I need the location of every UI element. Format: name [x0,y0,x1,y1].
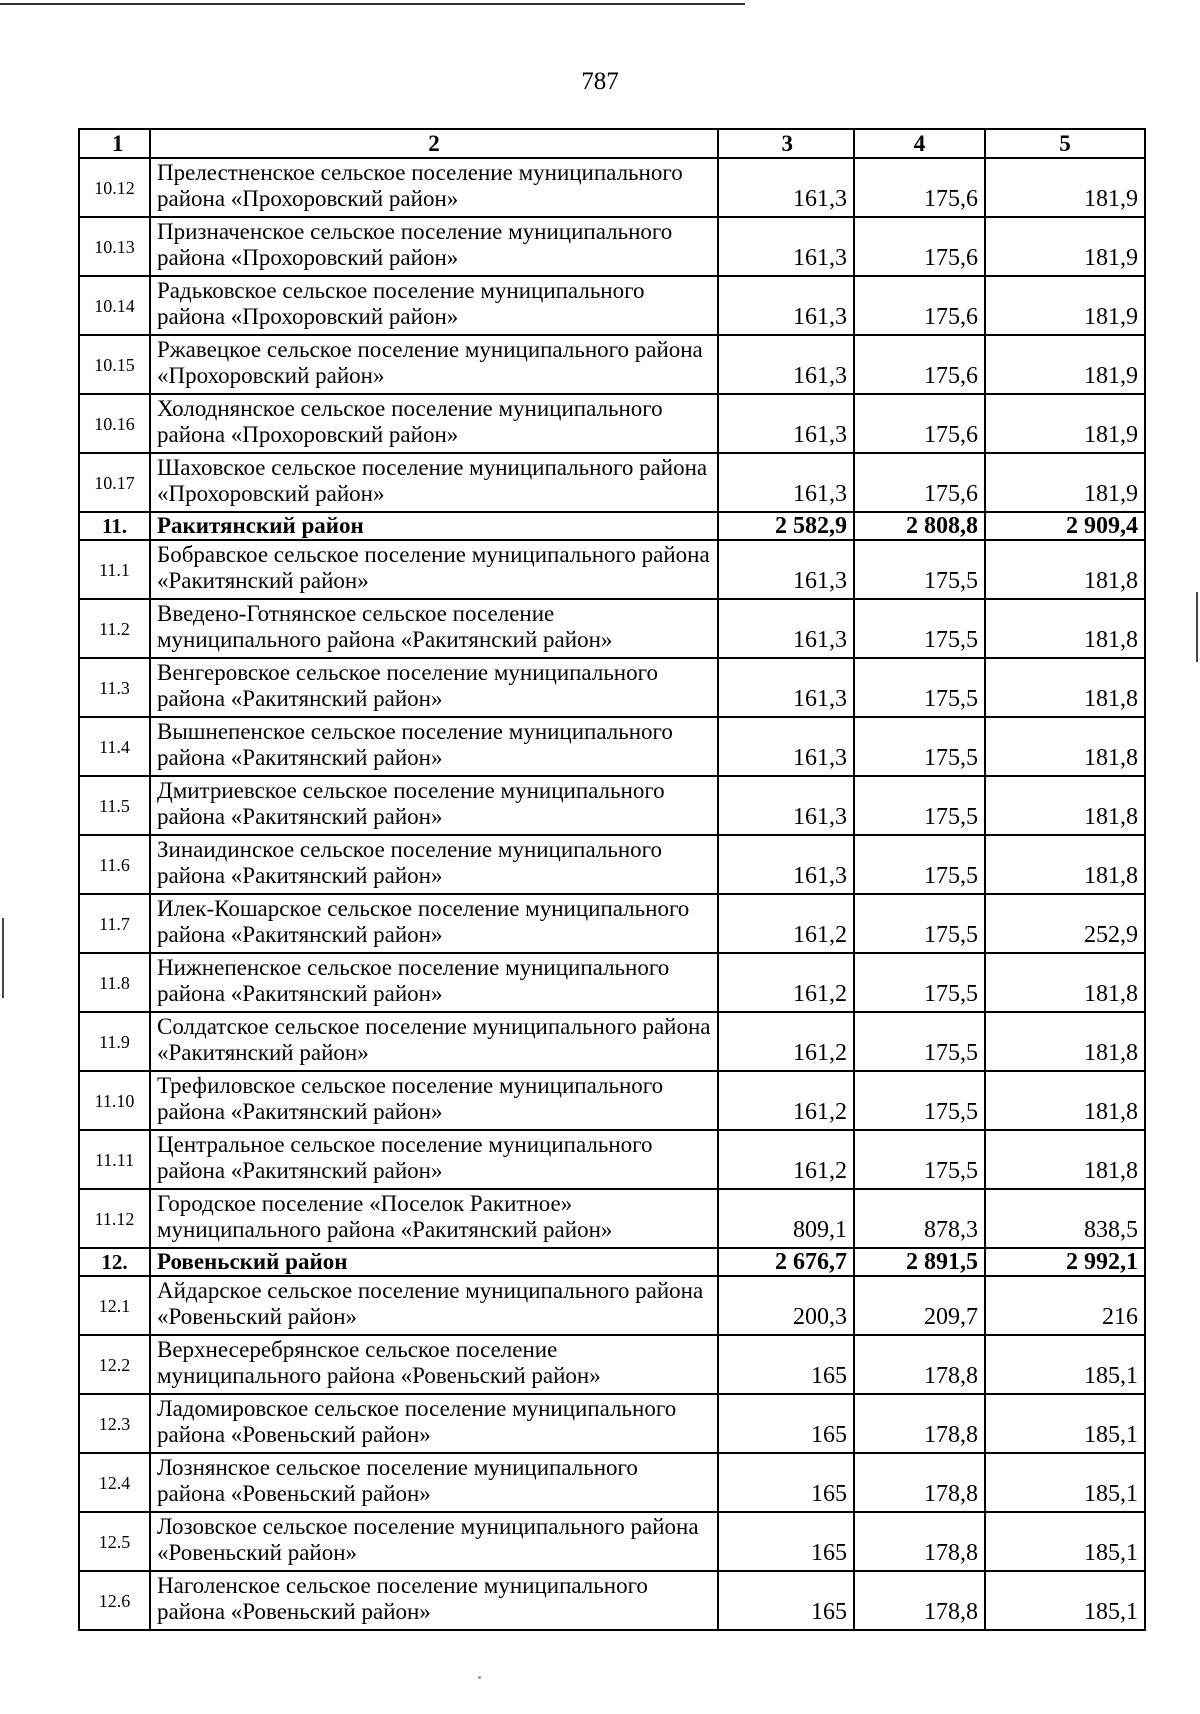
settlement-name-cell: Верхнесеребрянское сельское поселение муниципального района «Ровеньский район» [150,1335,718,1394]
row-number-cell: 11.5 [79,776,150,835]
value-col-5-cell: 181,8 [985,835,1145,894]
budget-table [78,128,1146,1631]
value-col-5-cell: 181,9 [985,453,1145,512]
table-row [79,276,1145,335]
row-number-cell: 10.17 [79,453,150,512]
settlement-name-cell: Призначенское сельское поселение муниципального района «Прохоровский район» [150,217,718,276]
table-row [79,1453,1145,1512]
value-col-5-cell: 181,9 [985,158,1145,217]
value-col-3-cell: 165 [718,1394,854,1453]
value-col-5-cell: 181,9 [985,335,1145,394]
value-col-4-cell: 178,8 [854,1453,985,1512]
row-number-cell: 11.12 [79,1189,150,1248]
value-col-3-cell: 161,2 [718,1071,854,1130]
value-col-4-cell: 878,3 [854,1189,985,1248]
table-body [79,158,1145,1630]
settlement-name-cell: Ржавецкое сельское поселение муниципального района «Прохоровский район» [150,335,718,394]
settlement-name-cell: Прелестненское сельское поселение муниципального района «Прохоровский район» [150,158,718,217]
scan-edge-mark-left [2,918,4,998]
value-col-3-cell: 165 [718,1335,854,1394]
value-col-3-cell: 809,1 [718,1189,854,1248]
settlement-name-cell: Радьковское сельское поселение муниципального района «Прохоровский район» [150,276,718,335]
scan-edge-mark-right [1196,592,1198,662]
settlement-name-cell: Ракитянский район [150,512,718,540]
value-col-5-cell: 185,1 [985,1571,1145,1630]
value-col-3-cell: 165 [718,1571,854,1630]
page-number: 787 [581,68,619,95]
table-row [79,1394,1145,1453]
value-col-4-cell: 175,5 [854,658,985,717]
row-number-cell: 11.10 [79,1071,150,1130]
settlement-name-cell: Введено-Готнянское сельское поселение муниципального района «Ракитянский район» [150,599,718,658]
row-number-cell: 11.11 [79,1130,150,1189]
table-row [79,1335,1145,1394]
value-col-3-cell: 161,3 [718,394,854,453]
value-col-3-cell: 161,2 [718,1012,854,1071]
value-col-4-cell: 175,6 [854,335,985,394]
value-col-5-cell: 181,8 [985,658,1145,717]
table-row [79,1512,1145,1571]
settlement-name-cell: Илек-Кошарское сельское поселение муниципального района «Ракитянский район» [150,894,718,953]
value-col-4-cell: 178,8 [854,1512,985,1571]
table-row [79,453,1145,512]
table-row [79,1276,1145,1335]
table-row [79,1130,1145,1189]
value-col-4-cell: 175,5 [854,776,985,835]
value-col-3-cell: 161,3 [718,776,854,835]
row-number-cell: 11.4 [79,717,150,776]
value-col-3-cell: 161,3 [718,835,854,894]
value-col-5-cell: 181,8 [985,953,1145,1012]
row-number-cell: 11.9 [79,1012,150,1071]
value-col-3-cell: 2 582,9 [718,512,854,540]
value-col-3-cell: 161,3 [718,217,854,276]
value-col-5-cell: 181,8 [985,717,1145,776]
value-col-5-cell: 181,8 [985,540,1145,599]
table-row [79,717,1145,776]
value-col-5-cell: 185,1 [985,1335,1145,1394]
value-col-4-cell: 175,5 [854,1012,985,1071]
value-col-3-cell: 165 [718,1512,854,1571]
table-row [79,953,1145,1012]
value-col-4-cell: 2 808,8 [854,512,985,540]
table-row [79,158,1145,217]
value-col-4-cell: 175,6 [854,158,985,217]
value-col-4-cell: 175,5 [854,599,985,658]
row-number-cell: 12.6 [79,1571,150,1630]
table-row [79,658,1145,717]
value-col-4-cell: 175,5 [854,1130,985,1189]
row-number-cell: 12. [79,1248,150,1276]
value-col-5-cell: 181,8 [985,1130,1145,1189]
row-number-cell: 10.16 [79,394,150,453]
row-number-cell: 11.2 [79,599,150,658]
scan-speck [478,1676,481,1679]
row-number-cell: 10.12 [79,158,150,217]
value-col-5-cell: 181,8 [985,1012,1145,1071]
value-col-4-cell: 175,5 [854,953,985,1012]
row-number-cell: 12.2 [79,1335,150,1394]
row-number-cell: 12.4 [79,1453,150,1512]
value-col-4-cell: 175,6 [854,276,985,335]
value-col-3-cell: 161,3 [718,335,854,394]
value-col-5-cell: 181,8 [985,1071,1145,1130]
settlement-name-cell: Центральное сельское поселение муниципального района «Ракитянский район» [150,1130,718,1189]
value-col-4-cell: 178,8 [854,1394,985,1453]
value-col-4-cell: 175,6 [854,217,985,276]
value-col-5-cell: 181,8 [985,776,1145,835]
row-number-cell: 11.8 [79,953,150,1012]
value-col-3-cell: 161,3 [718,540,854,599]
row-number-cell: 12.5 [79,1512,150,1571]
value-col-4-cell: 175,5 [854,835,985,894]
settlement-name-cell: Ровеньский район [150,1248,718,1276]
header-col-2: 2 [150,129,718,158]
value-col-3-cell: 161,3 [718,658,854,717]
scan-top-border-line [0,3,745,5]
district-total-row [79,512,1145,540]
table-row [79,1071,1145,1130]
table-row [79,835,1145,894]
value-col-4-cell: 209,7 [854,1276,985,1335]
value-col-4-cell: 2 891,5 [854,1248,985,1276]
row-number-cell: 10.15 [79,335,150,394]
row-number-cell: 12.1 [79,1276,150,1335]
header-col-1: 1 [79,129,150,158]
value-col-5-cell: 181,8 [985,599,1145,658]
value-col-5-cell: 181,9 [985,394,1145,453]
value-col-5-cell: 252,9 [985,894,1145,953]
value-col-3-cell: 161,3 [718,717,854,776]
settlement-name-cell: Наголенское сельское поселение муниципального района «Ровеньский район» [150,1571,718,1630]
header-col-5: 5 [985,129,1145,158]
settlement-name-cell: Бобравское сельское поселение муниципального района «Ракитянский район» [150,540,718,599]
settlement-name-cell: Солдатское сельское поселение муниципального района «Ракитянский район» [150,1012,718,1071]
table-row [79,540,1145,599]
settlement-name-cell: Трефиловское сельское поселение муниципального района «Ракитянский район» [150,1071,718,1130]
value-col-4-cell: 178,8 [854,1571,985,1630]
district-total-row [79,1248,1145,1276]
value-col-3-cell: 161,2 [718,953,854,1012]
value-col-5-cell: 181,9 [985,217,1145,276]
value-col-3-cell: 161,3 [718,599,854,658]
value-col-5-cell: 185,1 [985,1512,1145,1571]
row-number-cell: 12.3 [79,1394,150,1453]
value-col-5-cell: 216 [985,1276,1145,1335]
value-col-5-cell: 2 992,1 [985,1248,1145,1276]
row-number-cell: 10.13 [79,217,150,276]
table-row [79,894,1145,953]
value-col-4-cell: 175,5 [854,540,985,599]
value-col-5-cell: 185,1 [985,1394,1145,1453]
table-row [79,1189,1145,1248]
table-row [79,599,1145,658]
row-number-cell: 11. [79,512,150,540]
value-col-5-cell: 185,1 [985,1453,1145,1512]
row-number-cell: 10.14 [79,276,150,335]
settlement-name-cell: Айдарское сельское поселение муниципального района «Ровеньский район» [150,1276,718,1335]
settlement-name-cell: Вышнепенское сельское поселение муниципального района «Ракитянский район» [150,717,718,776]
header-col-3: 3 [718,129,854,158]
settlement-name-cell: Зинаидинское сельское поселение муниципального района «Ракитянский район» [150,835,718,894]
value-col-4-cell: 175,6 [854,394,985,453]
table-row [79,1571,1145,1630]
settlement-name-cell: Городское поселение «Поселок Ракитное» муниципального района «Ракитянский район» [150,1189,718,1248]
settlement-name-cell: Холоднянское сельское поселение муниципального района «Прохоровский район» [150,394,718,453]
value-col-4-cell: 175,6 [854,453,985,512]
value-col-5-cell: 2 909,4 [985,512,1145,540]
table-row [79,1012,1145,1071]
value-col-4-cell: 178,8 [854,1335,985,1394]
row-number-cell: 11.6 [79,835,150,894]
value-col-3-cell: 2 676,7 [718,1248,854,1276]
value-col-4-cell: 175,5 [854,1071,985,1130]
value-col-5-cell: 838,5 [985,1189,1145,1248]
value-col-4-cell: 175,5 [854,894,985,953]
table-header-row [79,129,1145,158]
row-number-cell: 11.1 [79,540,150,599]
table-row [79,394,1145,453]
row-number-cell: 11.3 [79,658,150,717]
value-col-3-cell: 161,2 [718,894,854,953]
settlement-name-cell: Лознянское сельское поселение муниципального района «Ровеньский район» [150,1453,718,1512]
settlement-name-cell: Венгеровское сельское поселение муниципального района «Ракитянский район» [150,658,718,717]
value-col-3-cell: 161,3 [718,276,854,335]
settlement-name-cell: Шаховское сельское поселение муниципального района «Прохоровский район» [150,453,718,512]
table-row [79,217,1145,276]
table-row [79,335,1145,394]
value-col-3-cell: 200,3 [718,1276,854,1335]
settlement-name-cell: Лозовское сельское поселение муниципального района «Ровеньский район» [150,1512,718,1571]
value-col-3-cell: 161,2 [718,1130,854,1189]
value-col-3-cell: 161,3 [718,158,854,217]
settlement-name-cell: Дмитриевское сельское поселение муниципального района «Ракитянский район» [150,776,718,835]
value-col-3-cell: 165 [718,1453,854,1512]
value-col-4-cell: 175,5 [854,717,985,776]
settlement-name-cell: Нижнепенское сельское поселение муниципального района «Ракитянский район» [150,953,718,1012]
value-col-3-cell: 161,3 [718,453,854,512]
settlement-name-cell: Ладомировское сельское поселение муниципального района «Ровеньский район» [150,1394,718,1453]
value-col-5-cell: 181,9 [985,276,1145,335]
header-col-4: 4 [854,129,985,158]
table-row [79,776,1145,835]
row-number-cell: 11.7 [79,894,150,953]
